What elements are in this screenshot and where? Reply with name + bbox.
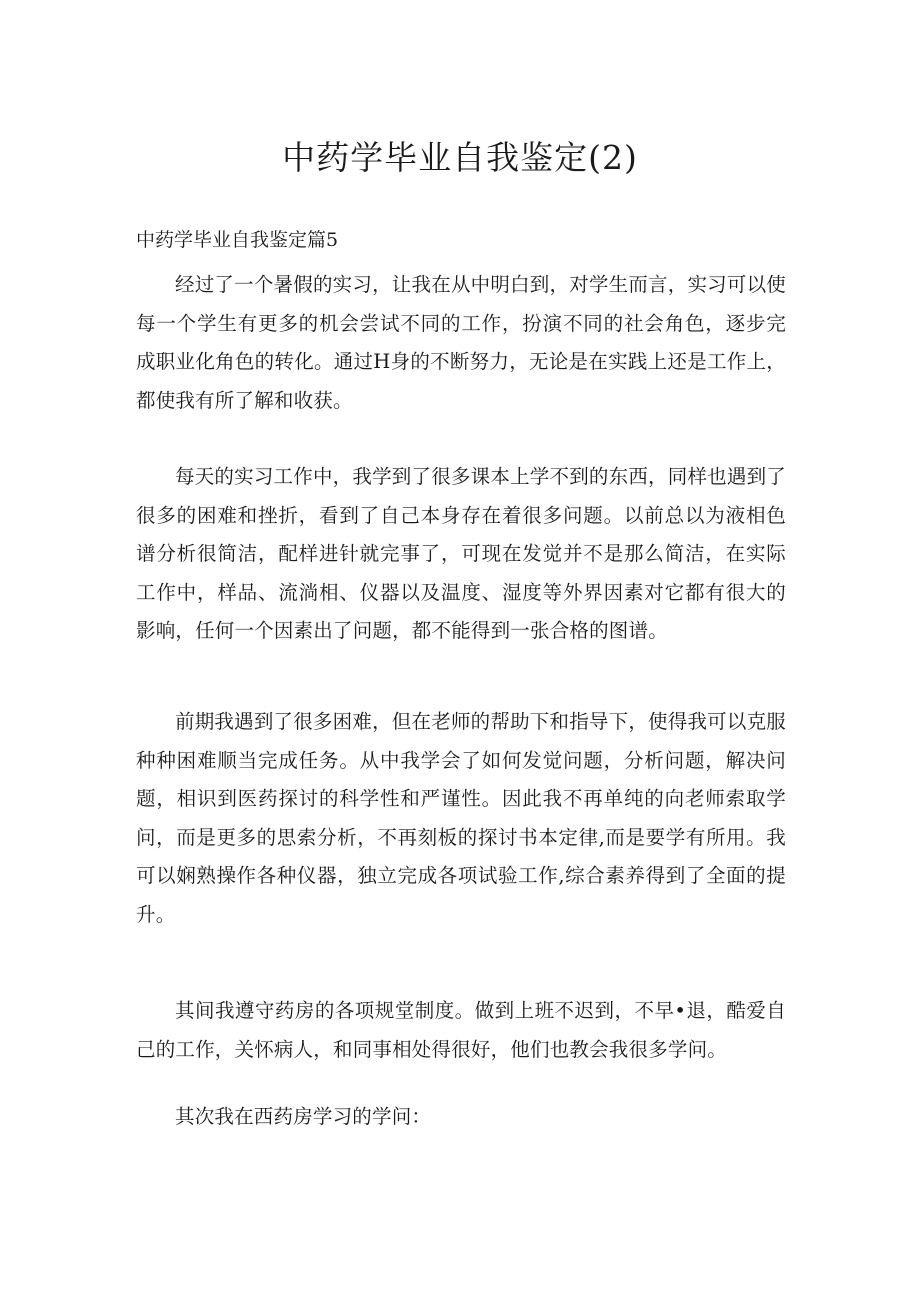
paragraph-3: 前期我遇到了很多困难，但在老师的帮助下和指导下，使得我可以克服种种困难顺当完成任务。从中我学会了如何发觉问题，分析问题，解决问题，相识到医药探讨的科学性和严谨性。因此我不再单纯的向老师索取学问，而是更多的思索分析，不再刻板的探讨书本定律,而是要学有所用。我可以娴熟操作各种仪器，独立完成各项试验工作,综合素养得到了全面的提升。: [136, 710, 786, 926]
document-title: 中药学毕业自我鉴定(2): [282, 138, 638, 177]
paragraph-4: 其间我遵守药房的各项规堂制度。做到上班不迟到，不早•退，酷爱自己的工作，关怀病人，和同事相处得很好，他们也教会我很多学问。: [136, 999, 786, 1061]
document-subtitle: 中药学毕业自我鉴定篇5: [136, 229, 339, 251]
paragraph-5: 其次我在西药房学习的学问：: [175, 1105, 432, 1128]
paragraph-2: 每天的实习工作中，我学到了很多课本上学不到的东西，同样也遇到了很多的困难和挫折，看到了自己本身存在着很多问题。以前总以为液相色谱分析很简洁，配样进针就完事了，可现在发觉并不是那么简洁，在实际工作中，样品、流淌相、仪器以及温度、湿度等外界因素对它都有很大的影响，任何一个因素出了问题，都不能得到一张合格的图谱。: [136, 465, 786, 642]
paragraph-1: 经过了一个暑假的实习，让我在从中明白到，对学生而言，实习可以使每一个学生有更多的机会尝试不同的工作，扮演不同的社会角色，逐步完成职业化角色的转化。通过H身的不断努力，无论是在实践上还是工作上，都使我有所了解和收获。: [136, 273, 786, 412]
